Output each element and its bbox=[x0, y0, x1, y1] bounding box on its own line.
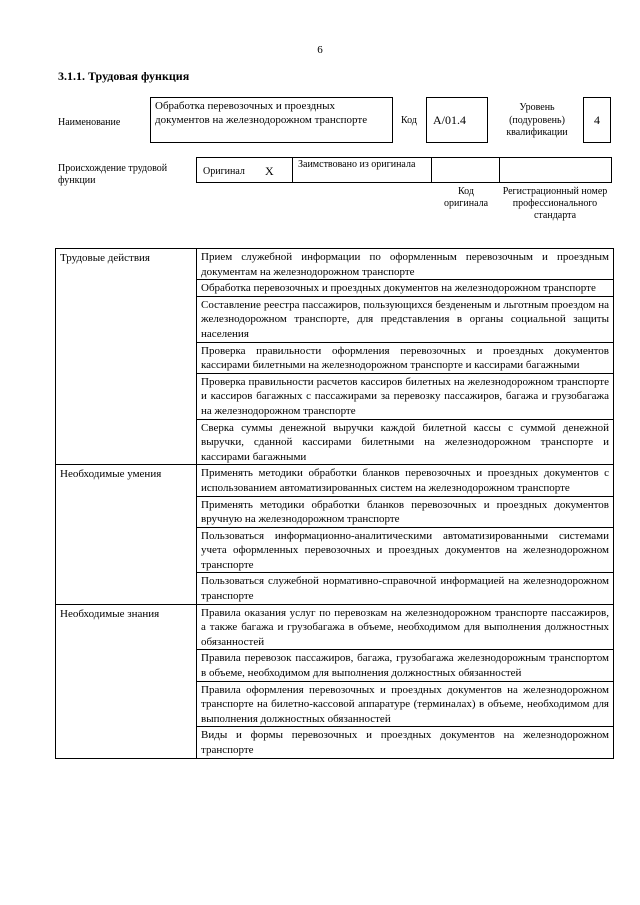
code-value: A/01.4 bbox=[426, 97, 488, 143]
level-value: 4 bbox=[583, 97, 611, 143]
row-item: Пользоваться служебной нормативно-справочной информацией на железнодорожном транспорте bbox=[197, 573, 614, 604]
code-label: Код bbox=[401, 115, 417, 126]
section-title: 3.1.1. Трудовая функция bbox=[58, 69, 190, 83]
reg-caption: Регистрационный номер профессионального стандарта bbox=[502, 186, 608, 221]
origin-label: Происхождение трудовой функции bbox=[58, 163, 168, 186]
origin-divider bbox=[499, 157, 500, 183]
row-item: Виды и формы перевозочных и проездных документов на железнодорожном транспорте bbox=[197, 727, 614, 758]
row-item: Применять методики обработки бланков перевозочных и проездных документов вручную на железнодорожном транспорте bbox=[197, 496, 614, 527]
row-label: Необходимые умения bbox=[56, 465, 197, 604]
name-label: Наименование bbox=[58, 117, 121, 128]
function-details-table bbox=[55, 248, 614, 759]
borrowed-label: Заимствовано из оригинала bbox=[298, 159, 416, 170]
table-row bbox=[56, 465, 614, 496]
row-item: Правила оказания услуг по перевозкам на железнодорожном транспорте пассажиров, а также багажа и грузобагажа в объеме, необходимом для выполнения должностных обязанностей bbox=[197, 604, 614, 650]
row-item: Проверка правильности оформления перевозочных и проездных документов кассирами билетными на железнодорожном транспорте и кассирами багажными bbox=[197, 342, 614, 373]
row-item: Прием служебной информации по оформленным перевозочным и проездным документам на железнодорожном транспорте bbox=[197, 249, 614, 280]
row-item: Сверка суммы денежной выручки каждой билетной кассы с суммой денежной выручки, сданной кассирами билетными на железнодорожном транспорте и кассирами багажными bbox=[197, 419, 614, 465]
origin-divider bbox=[292, 157, 293, 183]
original-mark: X bbox=[265, 164, 274, 178]
code-caption: Код оригинала bbox=[443, 186, 489, 209]
page-number: 6 bbox=[317, 44, 323, 56]
row-item: Проверка правильности расчетов кассиров билетных на железнодорожном транспорте и кассиров багажных с пассажирами за перевозку пассажиров, багажа и грузобагажа на железнодорожном транспорте bbox=[197, 373, 614, 419]
row-item: Обработка перевозочных и проездных документов на железнодорожном транспорте bbox=[197, 280, 614, 297]
level-label: Уровень (подуровень) квалификации bbox=[506, 102, 568, 138]
function-name: Обработка перевозочных и проездных документов на железнодорожном транспорте bbox=[150, 97, 393, 143]
origin-table bbox=[196, 157, 612, 183]
table-row bbox=[56, 604, 614, 650]
row-label: Необходимые знания bbox=[56, 604, 197, 758]
row-item: Правила перевозок пассажиров, багажа, грузобагажа железнодорожным транспортом в объеме, необходимом для выполнения должностных обязанностей bbox=[197, 650, 614, 681]
origin-divider bbox=[431, 157, 432, 183]
original-label: Оригинал bbox=[203, 166, 245, 177]
row-item: Пользоваться информационно-аналитическими автоматизированными системами учета оформленных перевозочных и проездных документов на железнодорожном транспорте bbox=[197, 527, 614, 573]
row-label: Трудовые действия bbox=[56, 249, 197, 465]
row-item: Составление реестра пассажиров, пользующихся бездененым и льготным проездом на железнодорожном транспорте, для представления в органы социальной защиты населения bbox=[197, 296, 614, 342]
table-row bbox=[56, 249, 614, 280]
row-item: Правила оформления перевозочных и проездных документов на железнодорожном транспорте на билетно-кассовой аппаратуре (терминалах) в объеме, необходимом для выполнения должностных обязанностей bbox=[197, 681, 614, 727]
row-item: Применять методики обработки бланков перевозочных и проездных документов с использованием автоматизированных систем на железнодорожном транспорте bbox=[197, 465, 614, 496]
